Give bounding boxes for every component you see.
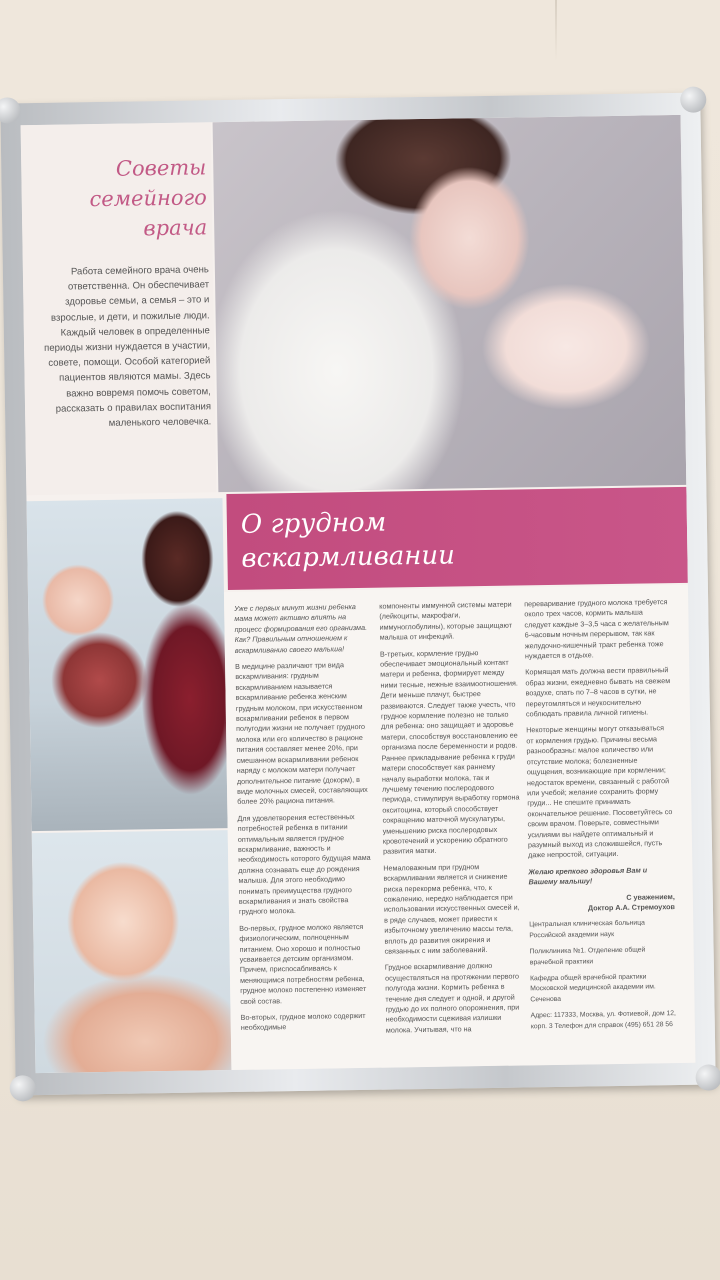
heading-line: Советы xyxy=(115,155,207,181)
poster-heading xyxy=(61,152,207,244)
closing-wish: Желаю крепкого здоровья Вам и Вашему малышу! xyxy=(528,865,648,887)
frame-corner xyxy=(10,1075,36,1101)
title-line: О грудном xyxy=(240,507,387,540)
paragraph: Во-первых, грудное молоко является физиологическим, полноценным питанием. Оно хорошо и полностью усваивается детским организмом. Причем, приспосабливаясь к меняющимся потребностям ребенка, грудное молоко постепенно изменяет свой состав. xyxy=(239,921,367,1006)
frame-corner xyxy=(695,1064,720,1090)
title-line: вскармливании xyxy=(241,540,456,574)
heading-line: врача xyxy=(143,215,208,241)
paragraph: Во-вторых, грудное молоко содержит необходимые xyxy=(240,1010,366,1033)
paragraph: Некоторые женщины могут отказываться от кормления грудью. Причины весьма разнообразны: малое количество или отсутствие молока; болезненные ощущения, возникающие при кормлении; недостаток времени, связанный с работой или учебой; желание сохранить форму груди... Не спешите принимать окончательное решение. Посоветуйтесь со своим врачом. Поверьте, совместными усилиями вы найдете оптимальный и разумный выход из сложившейся, пусть даже непростой, ситуации. xyxy=(526,723,673,860)
title-band xyxy=(226,487,687,590)
article-body xyxy=(224,585,695,1070)
paragraph: Немаловажным при грудном вскармливании является и снижение риска перекорма ребенка, что, к сожалению, нередко наблюдается при использовании искусственных смесей и, в ряде случаев, может привести к избыточному увеличению массы тела, вплоть до развития ожирения и связанных с ним заболеваний. xyxy=(383,861,520,956)
article-column-1 xyxy=(234,602,379,1040)
paragraph: В-третьих, кормление грудью обеспечивает эмоциональный контакт матери и ребенка, формирует между ними тесные, нежные взаимоотношения. Дети меньше плачут, быстрее развиваются. Следует также учесть, что грудное кормление полезно не только для ребенка: оно защищает и здоровье матери, способствуя восстановлению ее организма после беременности и родов. Раннее прикладывание ребенка к груди матери способствует как раннему началу выработки молока, так и лучшему течению послеродового периода, стимулируя выработку гормона окситоцина, который способствует сокращению маточной мускулатуры, уменьшению риска послеродовых кровотечений и ускорению обратного развития матки. xyxy=(379,647,520,856)
organization: Центральная клиническая больница Российской академии наук xyxy=(529,919,645,940)
lead-paragraph: Уже с первых минут жизни ребенка мама может активно влиять на процесс формирования его организма. Как? Правильным отношением к вскармливанию своего малыша! xyxy=(234,602,368,655)
paragraph: Для удовлетворения естественных потребностей ребенка в питании оптимальным является грудное вскармливание, важность и необходимость которого будущая мама должна сознавать еще до рождения малыша. Для этого необходимо понимать преимущества грудного вскармливания и знать свойства грудного молока. xyxy=(237,811,371,917)
heading-line: семейного xyxy=(89,185,207,212)
regards: С уважением, xyxy=(626,891,675,902)
author-name: Доктор А.А. Стремоухов xyxy=(587,902,676,913)
paragraph: компоненты иммунной системы матери (лейкоциты, макрофаги, иммуноглобулины), которые защищают малыша от инфекций. xyxy=(379,599,513,642)
frame-corner xyxy=(0,97,21,123)
mother-child-highchair-photo xyxy=(27,498,228,831)
paragraph: В медицине различают три вида вскармливания: грудным вскармливанием называется вскармливание ребенка женским грудным молоком, при искусственном вскармливании ребенок в первом полугодии жизни не получает грудного молока или его количество в рационе питания составляет менее 20%, при смешанном вскармливании ребенок наряду с молоком матери получает дополнительное питание (докорм), в виде молочных смесей, составляющих более 20% рациона питания. xyxy=(235,660,368,807)
laughing-baby-photo xyxy=(32,830,232,1073)
article-title xyxy=(241,504,456,575)
signature xyxy=(529,892,675,915)
paragraph: Грудное вскармливание должно осуществляться на протяжении первого полугода жизни. Кормить ребенка в течение дня следует и одной, и другой грудью до их полного опорожнения, при необходимости сцеживая излишки молока. Учитывая, что на xyxy=(384,961,520,1035)
paragraph: переваривание грудного молока требуется около трех часов, кормить малыша следует каждые 3–3,5 часа с желательным 6-часовым ночным перерывом, так как желудочно-кишечный тракт ребенка тоже нуждается в отдыхе. xyxy=(524,597,669,661)
article-column-2 xyxy=(379,600,524,1042)
intro-text: Работа семейного врача очень ответственна. Он обеспечивает здоровье семьи, а семья – это и взрослые, и дети, и пожилые люди. Каждый человек в определенные периоды жизни нуждается в участии, совете, помощи. Особой категорией пациентов являются мамы. Здесь важно вовремя помочь советом, рассказать о правилах воспитания маленького человечка. xyxy=(44,264,212,429)
mother-baby-photo xyxy=(213,115,687,492)
poster xyxy=(21,115,696,1073)
organization: Поликлиника №1. Отделение общей врачебной практики xyxy=(529,946,646,966)
poster-frame xyxy=(0,93,715,1096)
frame-corner xyxy=(680,86,706,112)
address: Адрес: 117333, Москва, ул. Фотиевой, дом 12, корп. 3 Телефон для справок (495) 651 28 56 xyxy=(530,1010,676,1030)
paragraph: Кормящая мать должна вести правильный образ жизни, ежедневно бывать на свежем воздухе, спать по 7–8 часов в сутки, не переутомляться и неукоснительно соблюдать правила личной гигиены. xyxy=(525,665,671,719)
article-column-3 xyxy=(524,597,677,1038)
top-left-panel xyxy=(21,122,217,495)
organization: Кафедра общей врачебной практики Московской медицинской академии им. Сеченова xyxy=(530,973,656,1004)
wall-crack xyxy=(555,0,557,60)
